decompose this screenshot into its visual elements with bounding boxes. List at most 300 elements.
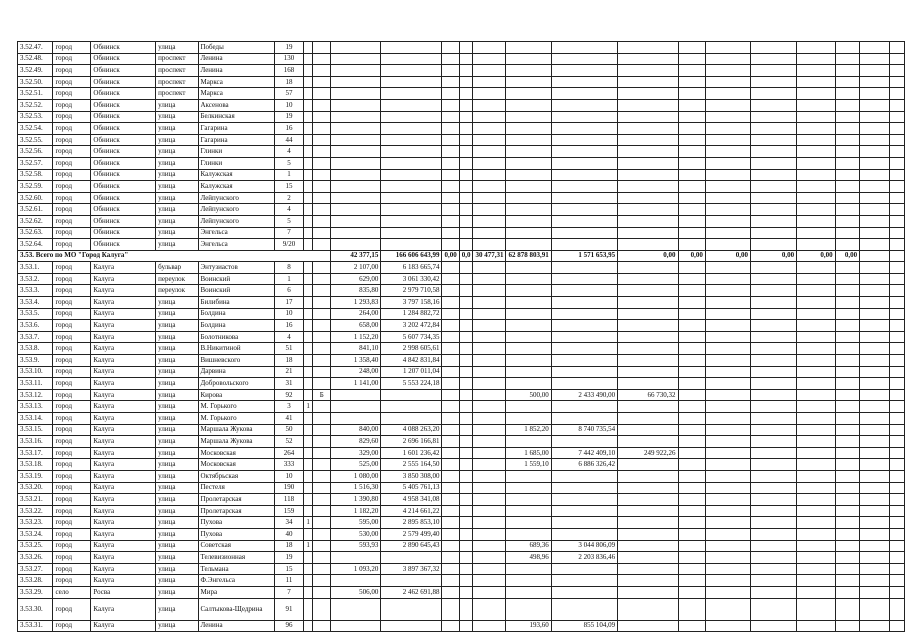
- table-cell: [750, 343, 796, 355]
- table-cell: [860, 192, 890, 204]
- table-cell: [835, 482, 860, 494]
- table-cell: [890, 192, 905, 204]
- table-cell: Обнинск: [91, 181, 156, 193]
- table-cell: [381, 620, 442, 632]
- table-row: [18, 482, 905, 494]
- table-cell: [551, 320, 617, 332]
- table-cell: [678, 134, 705, 146]
- table-cell: [835, 215, 860, 227]
- table-cell: [442, 192, 459, 204]
- table-cell: 1: [274, 273, 303, 285]
- table-cell: улица: [156, 192, 198, 204]
- table-cell: [313, 42, 331, 54]
- table-cell: [705, 169, 750, 181]
- table-cell: [678, 42, 705, 54]
- table-cell: [678, 146, 705, 158]
- table-cell: [835, 227, 860, 239]
- table-cell: [459, 99, 473, 111]
- table-cell: [705, 620, 750, 632]
- table-cell: [705, 517, 750, 529]
- total-cell: [860, 250, 890, 262]
- table-cell: [551, 169, 617, 181]
- table-cell: [618, 65, 678, 77]
- table-cell: [705, 204, 750, 216]
- table-cell: улица: [156, 470, 198, 482]
- table-cell: [304, 447, 313, 459]
- table-cell: [459, 262, 473, 274]
- table-cell: [506, 157, 551, 169]
- table-cell: [678, 123, 705, 135]
- table-cell: [860, 482, 890, 494]
- table-cell: [750, 262, 796, 274]
- table-cell: [459, 181, 473, 193]
- table-cell: [313, 424, 331, 436]
- table-cell: [797, 401, 836, 413]
- table-cell: Воинский: [198, 273, 274, 285]
- table-cell: [331, 239, 381, 251]
- table-cell: [678, 181, 705, 193]
- table-cell: [304, 378, 313, 390]
- table-cell: [890, 355, 905, 367]
- table-cell: улица: [156, 389, 198, 401]
- table-cell: [551, 65, 617, 77]
- table-cell: [705, 575, 750, 587]
- table-cell: 3.53.28.: [18, 575, 53, 587]
- table-cell: Гагарина: [198, 134, 274, 146]
- table-cell: город: [53, 157, 91, 169]
- table-cell: улица: [156, 575, 198, 587]
- table-cell: [860, 308, 890, 320]
- table-cell: [705, 563, 750, 575]
- table-cell: [618, 308, 678, 320]
- table-cell: Московская: [198, 459, 274, 471]
- table-cell: [473, 598, 506, 620]
- table-cell: [705, 447, 750, 459]
- table-cell: [705, 366, 750, 378]
- table-cell: улица: [156, 401, 198, 413]
- table-cell: [473, 146, 506, 158]
- table-cell: город: [53, 436, 91, 448]
- table-cell: 3.53.4.: [18, 297, 53, 309]
- table-cell: 3.52.52.: [18, 99, 53, 111]
- table-cell: [835, 552, 860, 564]
- table-cell: улица: [156, 297, 198, 309]
- table-cell: 506,00: [331, 586, 381, 598]
- table-cell: [313, 470, 331, 482]
- table-cell: город: [53, 401, 91, 413]
- table-cell: [442, 331, 459, 343]
- table-cell: [678, 459, 705, 471]
- table-cell: [331, 157, 381, 169]
- table-cell: [750, 99, 796, 111]
- table-cell: [473, 389, 506, 401]
- table-row: [18, 273, 905, 285]
- table-cell: [860, 389, 890, 401]
- table-cell: [473, 482, 506, 494]
- table-cell: [860, 134, 890, 146]
- table-cell: [459, 215, 473, 227]
- table-cell: город: [53, 204, 91, 216]
- table-cell: [331, 192, 381, 204]
- table-cell: [473, 436, 506, 448]
- table-cell: [551, 297, 617, 309]
- table-cell: улица: [156, 181, 198, 193]
- table-cell: [473, 366, 506, 378]
- table-cell: [506, 76, 551, 88]
- table-cell: [473, 308, 506, 320]
- table-cell: [331, 169, 381, 181]
- table-cell: 3.53.2.: [18, 273, 53, 285]
- table-cell: [551, 76, 617, 88]
- table-cell: [331, 598, 381, 620]
- table-cell: [835, 146, 860, 158]
- table-cell: [890, 331, 905, 343]
- table-cell: [797, 42, 836, 54]
- table-cell: [618, 99, 678, 111]
- table-cell: Калуга: [91, 366, 156, 378]
- table-cell: [551, 227, 617, 239]
- table-cell: М. Горького: [198, 413, 274, 425]
- table-row: [18, 366, 905, 378]
- table-cell: [551, 146, 617, 158]
- table-cell: [506, 436, 551, 448]
- table-cell: [750, 239, 796, 251]
- total-cell: 0,00: [618, 250, 678, 262]
- table-cell: 1 516,30: [331, 482, 381, 494]
- table-cell: [835, 575, 860, 587]
- table-cell: Калуга: [91, 447, 156, 459]
- table-cell: [835, 65, 860, 77]
- table-cell: [705, 343, 750, 355]
- table-cell: [678, 285, 705, 297]
- table-cell: 7: [274, 586, 303, 598]
- table-cell: М. Горького: [198, 401, 274, 413]
- table-cell: Калуга: [91, 517, 156, 529]
- table-cell: Калуга: [91, 552, 156, 564]
- table-cell: [860, 65, 890, 77]
- table-cell: [835, 123, 860, 135]
- table-cell: [473, 505, 506, 517]
- table-cell: [459, 482, 473, 494]
- table-cell: Маршала Жукова: [198, 436, 274, 448]
- table-cell: [860, 378, 890, 390]
- table-cell: [442, 389, 459, 401]
- table-cell: 3.53.14.: [18, 413, 53, 425]
- table-cell: Ленина: [198, 620, 274, 632]
- table-cell: [381, 215, 442, 227]
- table-cell: [381, 552, 442, 564]
- table-cell: улица: [156, 123, 198, 135]
- table-cell: Калуга: [91, 470, 156, 482]
- table-cell: Пестеля: [198, 482, 274, 494]
- table-cell: город: [53, 598, 91, 620]
- table-cell: [304, 146, 313, 158]
- table-cell: [750, 424, 796, 436]
- table-cell: 3.53.22.: [18, 505, 53, 517]
- table-cell: [618, 146, 678, 158]
- table-cell: [506, 320, 551, 332]
- table-cell: [473, 401, 506, 413]
- table-cell: [506, 53, 551, 65]
- table-cell: [618, 552, 678, 564]
- table-cell: [551, 215, 617, 227]
- table-cell: [442, 620, 459, 632]
- table-cell: [473, 355, 506, 367]
- table-cell: 264,00: [331, 308, 381, 320]
- table-cell: [442, 297, 459, 309]
- table-cell: [506, 378, 551, 390]
- table-row: [18, 505, 905, 517]
- table-row: [18, 436, 905, 448]
- table-cell: 7 442 409,10: [551, 447, 617, 459]
- table-cell: [797, 123, 836, 135]
- table-cell: [835, 134, 860, 146]
- table-row: [18, 552, 905, 564]
- table-cell: [618, 494, 678, 506]
- address-registry-table: [17, 41, 905, 632]
- table-cell: [442, 424, 459, 436]
- table-cell: [678, 517, 705, 529]
- table-cell: [750, 227, 796, 239]
- table-cell: [705, 42, 750, 54]
- table-cell: [442, 470, 459, 482]
- table-cell: Пухова: [198, 528, 274, 540]
- table-cell: город: [53, 459, 91, 471]
- table-cell: 50: [274, 424, 303, 436]
- table-cell: Телевизионная: [198, 552, 274, 564]
- table-cell: [551, 563, 617, 575]
- table-cell: [618, 378, 678, 390]
- table-cell: [551, 204, 617, 216]
- table-cell: [459, 389, 473, 401]
- table-cell: город: [53, 331, 91, 343]
- table-cell: город: [53, 563, 91, 575]
- table-cell: [678, 413, 705, 425]
- table-cell: улица: [156, 540, 198, 552]
- table-cell: 11: [274, 575, 303, 587]
- table-cell: [459, 297, 473, 309]
- table-cell: [313, 239, 331, 251]
- table-row: [18, 227, 905, 239]
- table-cell: [313, 146, 331, 158]
- table-cell: [705, 111, 750, 123]
- table-cell: [750, 620, 796, 632]
- table-cell: улица: [156, 447, 198, 459]
- table-cell: [304, 413, 313, 425]
- table-cell: [473, 459, 506, 471]
- table-cell: [860, 528, 890, 540]
- table-cell: [705, 470, 750, 482]
- table-cell: [797, 88, 836, 100]
- table-cell: [797, 204, 836, 216]
- table-cell: 168: [274, 65, 303, 77]
- table-cell: [331, 111, 381, 123]
- table-cell: [442, 366, 459, 378]
- table-cell: [551, 285, 617, 297]
- table-cell: 6 183 665,74: [381, 262, 442, 274]
- table-cell: [890, 65, 905, 77]
- table-cell: [618, 239, 678, 251]
- table-cell: [459, 401, 473, 413]
- table-cell: [678, 99, 705, 111]
- table-cell: город: [53, 552, 91, 564]
- table-cell: [506, 215, 551, 227]
- table-cell: [797, 157, 836, 169]
- table-cell: [442, 262, 459, 274]
- table-cell: [750, 308, 796, 320]
- table-cell: [304, 204, 313, 216]
- table-cell: [313, 297, 331, 309]
- table-cell: [860, 215, 890, 227]
- table-cell: [473, 447, 506, 459]
- table-cell: [442, 320, 459, 332]
- table-cell: город: [53, 389, 91, 401]
- table-cell: [705, 586, 750, 598]
- table-cell: [473, 134, 506, 146]
- table-cell: город: [53, 227, 91, 239]
- table-cell: 2 979 710,58: [381, 285, 442, 297]
- table-cell: Калуга: [91, 436, 156, 448]
- table-cell: [618, 505, 678, 517]
- table-cell: [797, 436, 836, 448]
- table-cell: [473, 424, 506, 436]
- table-cell: [381, 99, 442, 111]
- table-cell: [705, 401, 750, 413]
- table-cell: [797, 586, 836, 598]
- table-cell: [459, 436, 473, 448]
- table-cell: [304, 482, 313, 494]
- table-cell: Калуга: [91, 355, 156, 367]
- table-cell: 16: [274, 320, 303, 332]
- table-cell: [678, 297, 705, 309]
- table-cell: [313, 482, 331, 494]
- table-cell: [860, 273, 890, 285]
- table-cell: 3.53.16.: [18, 436, 53, 448]
- table-cell: [506, 366, 551, 378]
- table-cell: [705, 134, 750, 146]
- table-cell: [797, 169, 836, 181]
- table-cell: улица: [156, 331, 198, 343]
- table-cell: [750, 157, 796, 169]
- table-cell: [618, 297, 678, 309]
- table-cell: [750, 401, 796, 413]
- table-cell: [551, 123, 617, 135]
- table-cell: 15: [274, 181, 303, 193]
- table-cell: 3.53.23.: [18, 517, 53, 529]
- table-cell: 3.53.20.: [18, 482, 53, 494]
- table-cell: [506, 308, 551, 320]
- table-cell: город: [53, 413, 91, 425]
- table-cell: Салтыкова-Щедрина: [198, 598, 274, 620]
- table-cell: улица: [156, 598, 198, 620]
- total-cell: 62 878 803,91: [506, 250, 551, 262]
- table-cell: [890, 620, 905, 632]
- table-cell: [381, 401, 442, 413]
- table-cell: [890, 401, 905, 413]
- table-cell: [442, 134, 459, 146]
- table-cell: [750, 297, 796, 309]
- table-cell: [506, 111, 551, 123]
- table-cell: [678, 88, 705, 100]
- table-cell: 840,00: [331, 424, 381, 436]
- table-cell: [890, 215, 905, 227]
- table-cell: 3 044 806,09: [551, 540, 617, 552]
- table-cell: [442, 598, 459, 620]
- table-cell: [304, 42, 313, 54]
- table-cell: [705, 65, 750, 77]
- table-cell: [890, 320, 905, 332]
- total-cell: 0,00: [705, 250, 750, 262]
- table-cell: [705, 378, 750, 390]
- table-row: [18, 123, 905, 135]
- table-cell: [860, 447, 890, 459]
- table-row: [18, 413, 905, 425]
- table-cell: 1 080,00: [331, 470, 381, 482]
- table-cell: Обнинск: [91, 76, 156, 88]
- table-cell: 4 842 831,84: [381, 355, 442, 367]
- table-cell: [750, 320, 796, 332]
- table-cell: [835, 181, 860, 193]
- table-cell: [313, 378, 331, 390]
- table-cell: [506, 297, 551, 309]
- table-cell: 2 107,00: [331, 262, 381, 274]
- table-cell: [618, 517, 678, 529]
- table-cell: город: [53, 540, 91, 552]
- table-cell: [506, 123, 551, 135]
- table-cell: [313, 413, 331, 425]
- table-cell: [750, 563, 796, 575]
- table-cell: [705, 308, 750, 320]
- table-cell: 2 895 853,10: [381, 517, 442, 529]
- table-cell: [750, 215, 796, 227]
- table-cell: [304, 297, 313, 309]
- total-cell: 0,00: [750, 250, 796, 262]
- table-cell: [678, 262, 705, 274]
- table-cell: [835, 88, 860, 100]
- table-cell: [797, 227, 836, 239]
- table-cell: [442, 459, 459, 471]
- table-cell: [304, 389, 313, 401]
- table-cell: [313, 169, 331, 181]
- table-cell: 2 579 499,40: [381, 528, 442, 540]
- table-cell: [304, 366, 313, 378]
- table-row: [18, 88, 905, 100]
- table-cell: [705, 482, 750, 494]
- table-cell: [506, 88, 551, 100]
- table-cell: [381, 204, 442, 216]
- table-cell: [860, 355, 890, 367]
- table-cell: [860, 227, 890, 239]
- table-cell: город: [53, 355, 91, 367]
- table-cell: 17: [274, 297, 303, 309]
- table-cell: 10: [274, 470, 303, 482]
- table-row: [18, 540, 905, 552]
- table-cell: [750, 378, 796, 390]
- table-cell: [506, 285, 551, 297]
- table-cell: [835, 389, 860, 401]
- table-cell: 689,36: [506, 540, 551, 552]
- table-cell: Болдина: [198, 320, 274, 332]
- table-cell: 3.53.10.: [18, 366, 53, 378]
- table-cell: [473, 552, 506, 564]
- table-cell: [860, 181, 890, 193]
- table-cell: [442, 575, 459, 587]
- table-cell: [860, 297, 890, 309]
- table-row: [18, 620, 905, 632]
- table-cell: улица: [156, 134, 198, 146]
- table-cell: [890, 366, 905, 378]
- table-cell: улица: [156, 169, 198, 181]
